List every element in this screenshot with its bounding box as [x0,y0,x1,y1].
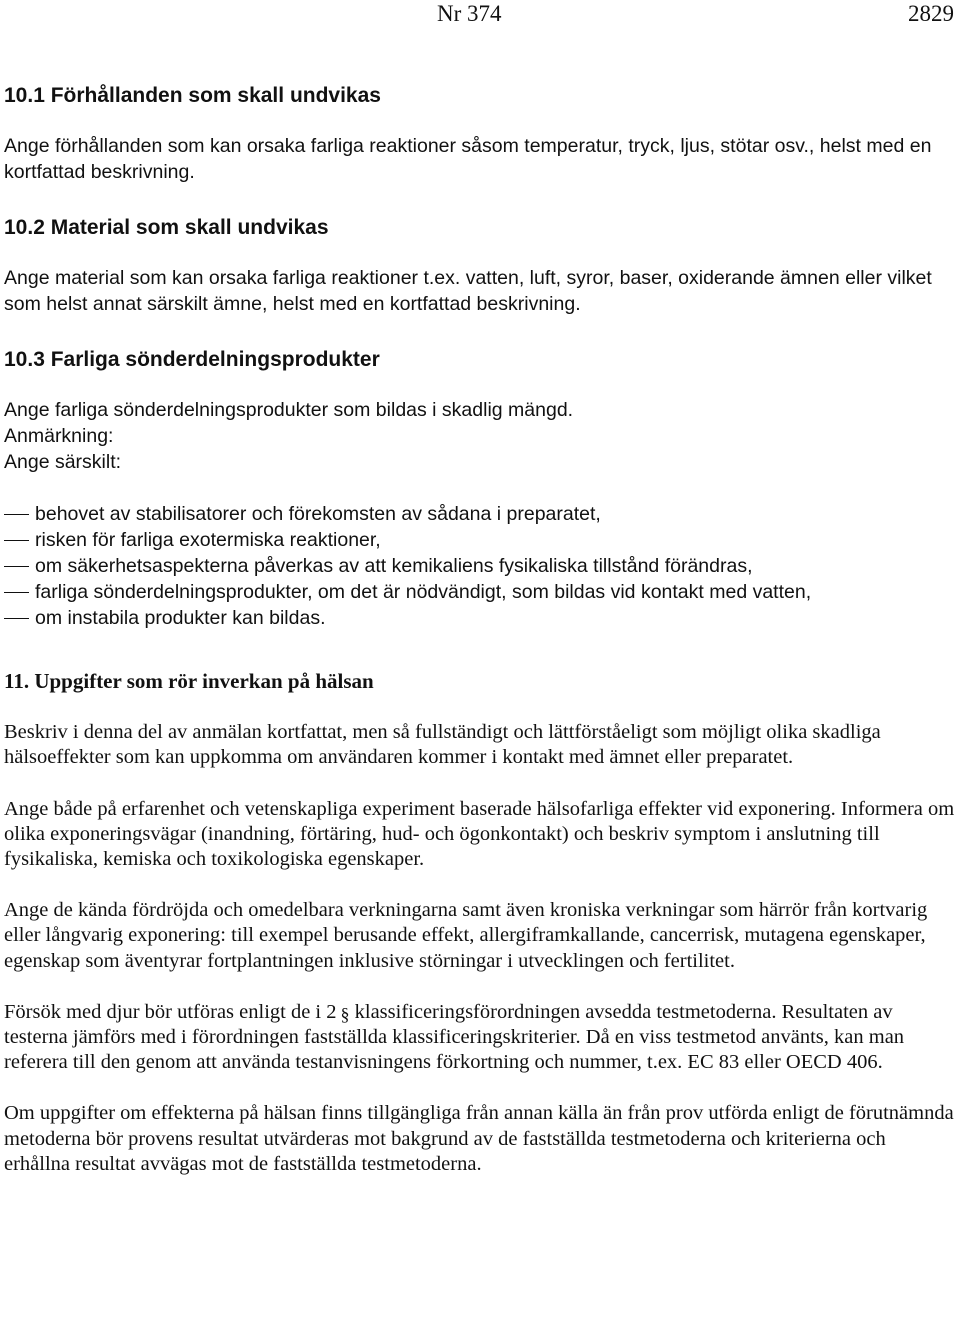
heading-11: 11. Uppgifter som rör inverkan på hälsan [4,669,374,693]
page-header [0,0,960,30]
note-label: Anmärkning: [4,425,114,447]
list-item: om säkerhetsaspekterna påverkas av att kemikaliens fysikaliska tillstånd förändras, [4,553,956,579]
text-10-2: Ange material som kan orsaka farliga reaktioner t.ex. vatten, luft, syror, baser, oxiderande ämnen eller vilket som helst annat särskilt ämne, helst med en kortfattad beskrivning. [4,267,932,315]
document-body [4,81,956,1177]
dash-icon [4,592,29,593]
page-number: 2829 [908,1,954,26]
dash-icon [4,514,29,515]
paragraph-11-1: Beskriv i denna del av anmälan kortfattat, men så fullständigt och lättförståeligt som möjligt olika skadliga hälsoeffekter som kan uppkomma om användaren kommer i kontakt med ämnet eller preparatet. [4,721,881,769]
heading-10-3: 10.3 Farliga sönderdelningsprodukter [4,348,380,371]
paragraph-11-4: Försök med djur bör utföras enligt de i 2 § klassificeringsförordningen avsedda testmetoderna. Resultaten av testerna jämförs med i förordningen fastställda klassificeringskriterier. Då en viss testmetod använts, kan man referera till den genom att använda testanvisningens förkortning och nummer, t.ex. EC 83 eller OECD 406. [4,1000,905,1074]
paragraph-11-2: Ange både på erfarenhet och vetenskapliga experiment baserade hälsofarliga effekter vid exponering. Informera om olika exponeringsvägar (inandning, förtäring, hud- och ögonkontakt) och beskriv symptom i anslutning till fysikaliska, kemiska och toxikologiska egenskaper. [4,797,955,871]
issue-number: Nr 374 [437,1,502,26]
list-item: farliga sönderdelningsprodukter, om det är nödvändigt, som bildas vid kontakt med vatten, [4,579,956,605]
text-10-1: Ange förhållanden som kan orsaka farliga reaktioner såsom temperatur, tryck, ljus, stötar osv., helst med en kortfattad beskrivning. [4,135,932,183]
paragraph-11-3: Ange de kända fördröjda och omedelbara verkningarna samt även kroniska verkningar som härrör från kortvarig eller långvarig exponering: till exempel berusande effekt, allergiframkallande, cancerrisk, mutagena egenskaper, egenskap som äventyrar fortplantningen inklusive störningar i utvecklingen och fertilitet. [4,899,928,972]
list-item: behovet av stabilisatorer och förekomsten av sådana i preparatet, [4,501,956,527]
text-10-3: Ange farliga sönderdelningsprodukter som bildas i skadlig mängd. [4,399,574,421]
section-sign-icon: § [340,1003,350,1024]
heading-10-1: 10.1 Förhållanden som skall undvikas [4,84,381,107]
dash-icon [4,540,29,541]
note-list [4,501,956,631]
paragraph-11-5: Om uppgifter om effekterna på hälsan finns tillgängliga från annan källa än från prov utförda enligt de förutnämnda metoderna bör provens resultat utvärderas mot bakgrund av de fastställda testmetoderna och kriterierna och erhållna resultat avvägas mot de fastställda testmetoderna. [4,1102,954,1175]
note-intro: Ange särskilt: [4,451,122,473]
dash-icon [4,566,29,567]
dash-icon [4,618,29,619]
list-item: risken för farliga exotermiska reaktioner, [4,527,956,553]
heading-10-2: 10.2 Material som skall undvikas [4,216,329,239]
list-item: om instabila produkter kan bildas. [4,605,956,631]
